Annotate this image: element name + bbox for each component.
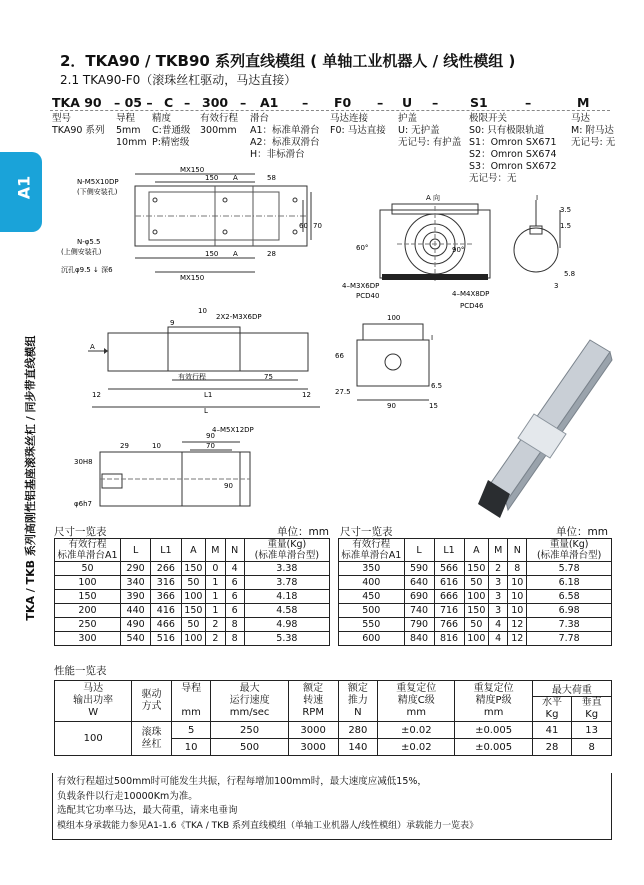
dim-cell: 50 [464,618,489,632]
dim-cell: 440 [121,604,151,618]
dim-cell: 266 [151,562,181,576]
dim-cell: 450 [339,590,405,604]
dim-cell: 740 [404,604,434,618]
dim-cell: 150 [181,562,206,576]
dim-cell: 7.78 [527,632,612,646]
drawing-label: 90 [387,402,396,410]
drawing-label: A [233,250,238,258]
model-code-part: TKA 90 [52,95,102,110]
table-row [55,604,330,618]
drawing-label: N-φ5.5 [77,238,101,246]
drawing-label: PCD40 [356,292,380,300]
dim-cell: 12 [508,618,527,632]
dim-cell: 500 [339,604,405,618]
perf-header: 重复定位 精度C级 mm [378,681,455,722]
table-row [339,604,612,618]
model-code-part: M [577,95,590,110]
drawing-label: 70 [206,442,215,450]
drawing-label: 66 [335,352,344,360]
dim-cell: 150 [464,562,489,576]
dim-cell: 566 [434,562,464,576]
dim-cell: 7.38 [527,618,612,632]
table-row [339,618,612,632]
dim-cell: 2 [489,562,508,576]
perf-cell: 140 [338,739,378,756]
dim-cell: 50 [181,618,206,632]
dim-cell: 640 [404,576,434,590]
dim-cell: 400 [339,576,405,590]
slide-plate-drawing [72,428,252,518]
dim-table-unit-right: 单位：mm [556,526,608,538]
table-row [55,632,330,646]
end-view-drawing [342,190,502,315]
dim-table-title-right: 尺寸一览表 [340,526,393,538]
dim-cell: 6 [225,590,244,604]
dim-cell: 10 [508,576,527,590]
drawing-label: 28 [267,250,276,258]
drawing-label: L1 [204,391,213,399]
dim-cell: 100 [181,632,206,646]
drawing-label: 9 [170,319,175,327]
perf-cell: ±0.02 [378,739,455,756]
dim-header: 重量(Kg) (标准单滑台型) [527,539,612,562]
perf-cell: ±0.02 [378,722,455,739]
dim-cell: 50 [181,576,206,590]
model-code-part: U [402,95,413,110]
dim-cell: 3 [489,590,508,604]
dim-header: M [206,539,225,562]
drawing-label: 5.8 [564,270,576,278]
perf-cell: 滚珠 丝杠 [132,722,172,756]
perf-cell: 250 [211,722,288,739]
dim-cell: 416 [151,604,181,618]
perf-cell: 41 [532,722,572,739]
dim-cell: 150 [55,590,121,604]
dim-cell: 3.78 [244,576,329,590]
dim-cell: 6.98 [527,604,612,618]
table-row [55,618,330,632]
drawing-label: 150 [205,174,219,182]
perf-cell: 280 [338,722,378,739]
dim-cell: 100 [464,632,489,646]
dim-cell: 3 [489,576,508,590]
dim-header: A [464,539,489,562]
product-render-image [470,330,615,520]
perf-cell: 5 [171,722,211,739]
model-code-part: F0 [334,95,352,110]
perf-cell: 13 [572,722,612,739]
model-code-part: – [302,95,309,110]
dim-cell: 816 [434,632,464,646]
dimension-table-left [54,538,330,646]
perf-cell: 3000 [288,739,338,756]
drawing-label: 6.5 [431,382,443,390]
model-code-part: – [377,95,384,110]
drawing-label: 10 [198,307,207,315]
perf-cell: 100 [55,722,132,756]
drawing-label: 2X2-M3X6DP [216,313,262,321]
table-row [339,632,612,646]
performance-table [54,680,612,756]
table-row [55,576,330,590]
dim-cell: 666 [434,590,464,604]
model-code-part: 300 [202,95,229,110]
note-line: 有效行程超过500mm时可能发生共振，行程每增加100mm时，最大速度应减低15%， [57,776,427,787]
dim-cell: 50 [55,562,121,576]
perf-header: 马达 输出功率 W [55,681,132,722]
dim-cell: 100 [55,576,121,590]
perf-header: 垂直 Kg [572,697,612,722]
drawing-label: 75 [264,373,273,381]
dim-cell: 840 [404,632,434,646]
dim-cell: 290 [121,562,151,576]
dim-cell: 1 [206,576,225,590]
drawing-label: 4–M5X12DP [212,426,254,434]
perf-cell: ±0.005 [455,739,532,756]
drawing-label: A [90,343,95,351]
dim-cell: 6 [225,604,244,618]
dim-cell: 490 [121,618,151,632]
dim-header: 有效行程 标准单滑台A1 [339,539,405,562]
section-tab: A1 [0,152,42,232]
model-code-part: – [525,95,532,110]
drawing-label: 30H8 [74,458,93,466]
dim-cell: 316 [151,576,181,590]
dimension-table-right [338,538,612,646]
dim-header: N [225,539,244,562]
dim-cell: 690 [404,590,434,604]
drawing-label: (上侧安装孔) [61,248,102,256]
drawing-label: 90 [224,482,233,490]
drawing-label: 27.5 [335,388,351,396]
dim-cell: 790 [404,618,434,632]
model-code-part: – [184,95,191,110]
dim-cell: 4 [489,632,508,646]
perf-header: 额定 推力 N [338,681,378,722]
dim-header: N [508,539,527,562]
perf-table-title: 性能一览表 [54,665,107,677]
table-row [55,590,330,604]
drawing-label: 1.5 [560,222,572,230]
dim-cell: 150 [464,604,489,618]
dim-cell: 616 [434,576,464,590]
drawing-label: 12 [302,391,311,399]
dim-header: L [404,539,434,562]
drawing-label: I [431,334,434,342]
perf-cell: ±0.005 [455,722,532,739]
model-code-part: – 05 – [114,95,153,110]
perf-header: 额定 转速 RPM [288,681,338,722]
dim-header: L [121,539,151,562]
perf-header: 最大 运行速度 mm/sec [211,681,288,722]
section-subtitle: 2.1 TKA90-F0（滚珠丝杠驱动，马达直接） [60,73,297,87]
dim-cell: 8 [225,632,244,646]
dim-cell: 1 [206,590,225,604]
dim-cell: 4.98 [244,618,329,632]
dim-cell: 1 [206,604,225,618]
dim-cell: 350 [339,562,405,576]
note-line: 选配其它功率马达，最大荷重，请来电垂询 [57,805,238,816]
dim-cell: 6.58 [527,590,612,604]
drawing-label: 15 [429,402,438,410]
model-code-part: S1 [470,95,488,110]
dim-cell: 716 [434,604,464,618]
drawing-label: 4–M4X8DP [452,290,490,298]
dim-cell: 4.18 [244,590,329,604]
drawing-label: φ6h7 [74,500,92,508]
drawing-label: 90 [206,432,215,440]
dim-cell: 8 [225,618,244,632]
drawing-label: 3.5 [560,206,572,214]
drawing-label: 4–M3X6DP [342,282,380,290]
note-line: 模组本身承载能力参见A1-1.6《TKA / TKB 系列直线模组（单轴工业机器人/线性模组）承载能力一览表》 [57,820,479,831]
drawing-label: 90° [452,246,465,254]
drawing-label: 29 [120,442,129,450]
dim-cell: 2 [206,618,225,632]
dim-cell: 3 [489,604,508,618]
dim-cell: 0 [206,562,225,576]
dim-cell: 540 [121,632,151,646]
drawing-label: 12 [92,391,101,399]
dim-cell: 466 [151,618,181,632]
dim-cell: 8 [508,562,527,576]
dim-table-title: 尺寸一览表 [54,526,107,538]
table-row [339,562,612,576]
dim-cell: 4.58 [244,604,329,618]
drawing-label: A 向 [426,194,441,202]
notes-block [52,773,612,840]
dim-header: L1 [434,539,464,562]
drawing-label: 150 [205,250,219,258]
top-view-drawing [55,162,322,282]
model-code-part: C [164,95,174,110]
dim-table-unit: 单位：mm [277,526,329,538]
dim-cell: 590 [404,562,434,576]
perf-header: 驱动 方式 [132,681,172,722]
perf-header: 重复定位 精度P级 mm [455,681,532,722]
perf-header: 导程 mm [171,681,211,722]
drawing-label: 60° [356,244,369,252]
dim-cell: 250 [55,618,121,632]
drawing-label: 3 [554,282,559,290]
dim-cell: 6.18 [527,576,612,590]
drawing-label: N-M5X10DP [77,178,119,186]
dim-header: L1 [151,539,181,562]
page-title: 2．TKA90 / TKB90 系列直线模组 ( 单轴工业机器人 / 线性模组 ) [60,52,516,70]
drawing-label: 有效行程 [178,373,206,381]
drawing-label: 70 [313,222,322,230]
dim-cell: 2 [206,632,225,646]
dim-cell: 300 [55,632,121,646]
drawing-label: 10 [152,442,161,450]
dim-cell: 4 [489,618,508,632]
section-view-drawing [335,310,445,410]
model-code-part: – [240,95,247,110]
note-line: 负载条件以行走10000Km为准。 [57,790,198,802]
dim-cell: 766 [434,618,464,632]
perf-cell: 500 [211,739,288,756]
dim-cell: 550 [339,618,405,632]
vertical-series-title: TKA / TKB 系列高刚性铝基座滚珠丝杠 / 同步带直线模组 [24,335,37,621]
dim-cell: 10 [508,604,527,618]
dim-cell: 4 [225,562,244,576]
drawing-label: A [233,174,238,182]
dim-cell: 600 [339,632,405,646]
dim-cell: 5.78 [527,562,612,576]
dim-cell: 100 [181,590,206,604]
dim-cell: 5.38 [244,632,329,646]
drawing-label: 100 [387,314,401,322]
dim-cell: 340 [121,576,151,590]
dim-cell: 6 [225,576,244,590]
dim-cell: 366 [151,590,181,604]
key-detail-drawing [508,190,588,290]
dim-cell: 390 [121,590,151,604]
dim-cell: 3.38 [244,562,329,576]
drawing-label: MX150 [180,166,205,174]
dim-cell: 150 [181,604,206,618]
perf-header: 最大荷重 [532,681,611,697]
drawing-label: 沉孔φ9.5 ↓ 深6 [61,266,113,274]
dim-cell: 200 [55,604,121,618]
drawing-label: 60 [299,222,308,230]
dim-header: 有效行程 标准单滑台A1 [55,539,121,562]
drawing-label: PCD46 [460,302,484,310]
perf-cell: 8 [572,739,612,756]
table-row [339,576,612,590]
drawing-label: (下侧安装孔) [77,188,118,196]
table-row [55,562,330,576]
dim-cell: 100 [464,590,489,604]
drawing-label: 58 [267,174,276,182]
side-view-drawing [88,305,328,415]
dim-cell: 10 [508,590,527,604]
drawing-label: L [204,407,208,415]
dim-cell: 12 [508,632,527,646]
perf-header: 水平 Kg [532,697,572,722]
model-code-part: – [432,95,439,110]
perf-cell: 3000 [288,722,338,739]
drawing-label: I [536,194,539,202]
perf-cell: 28 [532,739,572,756]
table-row [339,590,612,604]
dim-header: A [181,539,206,562]
dim-cell: 50 [464,576,489,590]
dim-cell: 516 [151,632,181,646]
drawing-label: MX150 [180,274,205,282]
model-code-part: A1 [260,95,279,110]
dim-header: M [489,539,508,562]
dim-header: 重量(Kg) (标准单滑台型) [244,539,329,562]
perf-cell: 10 [171,739,211,756]
